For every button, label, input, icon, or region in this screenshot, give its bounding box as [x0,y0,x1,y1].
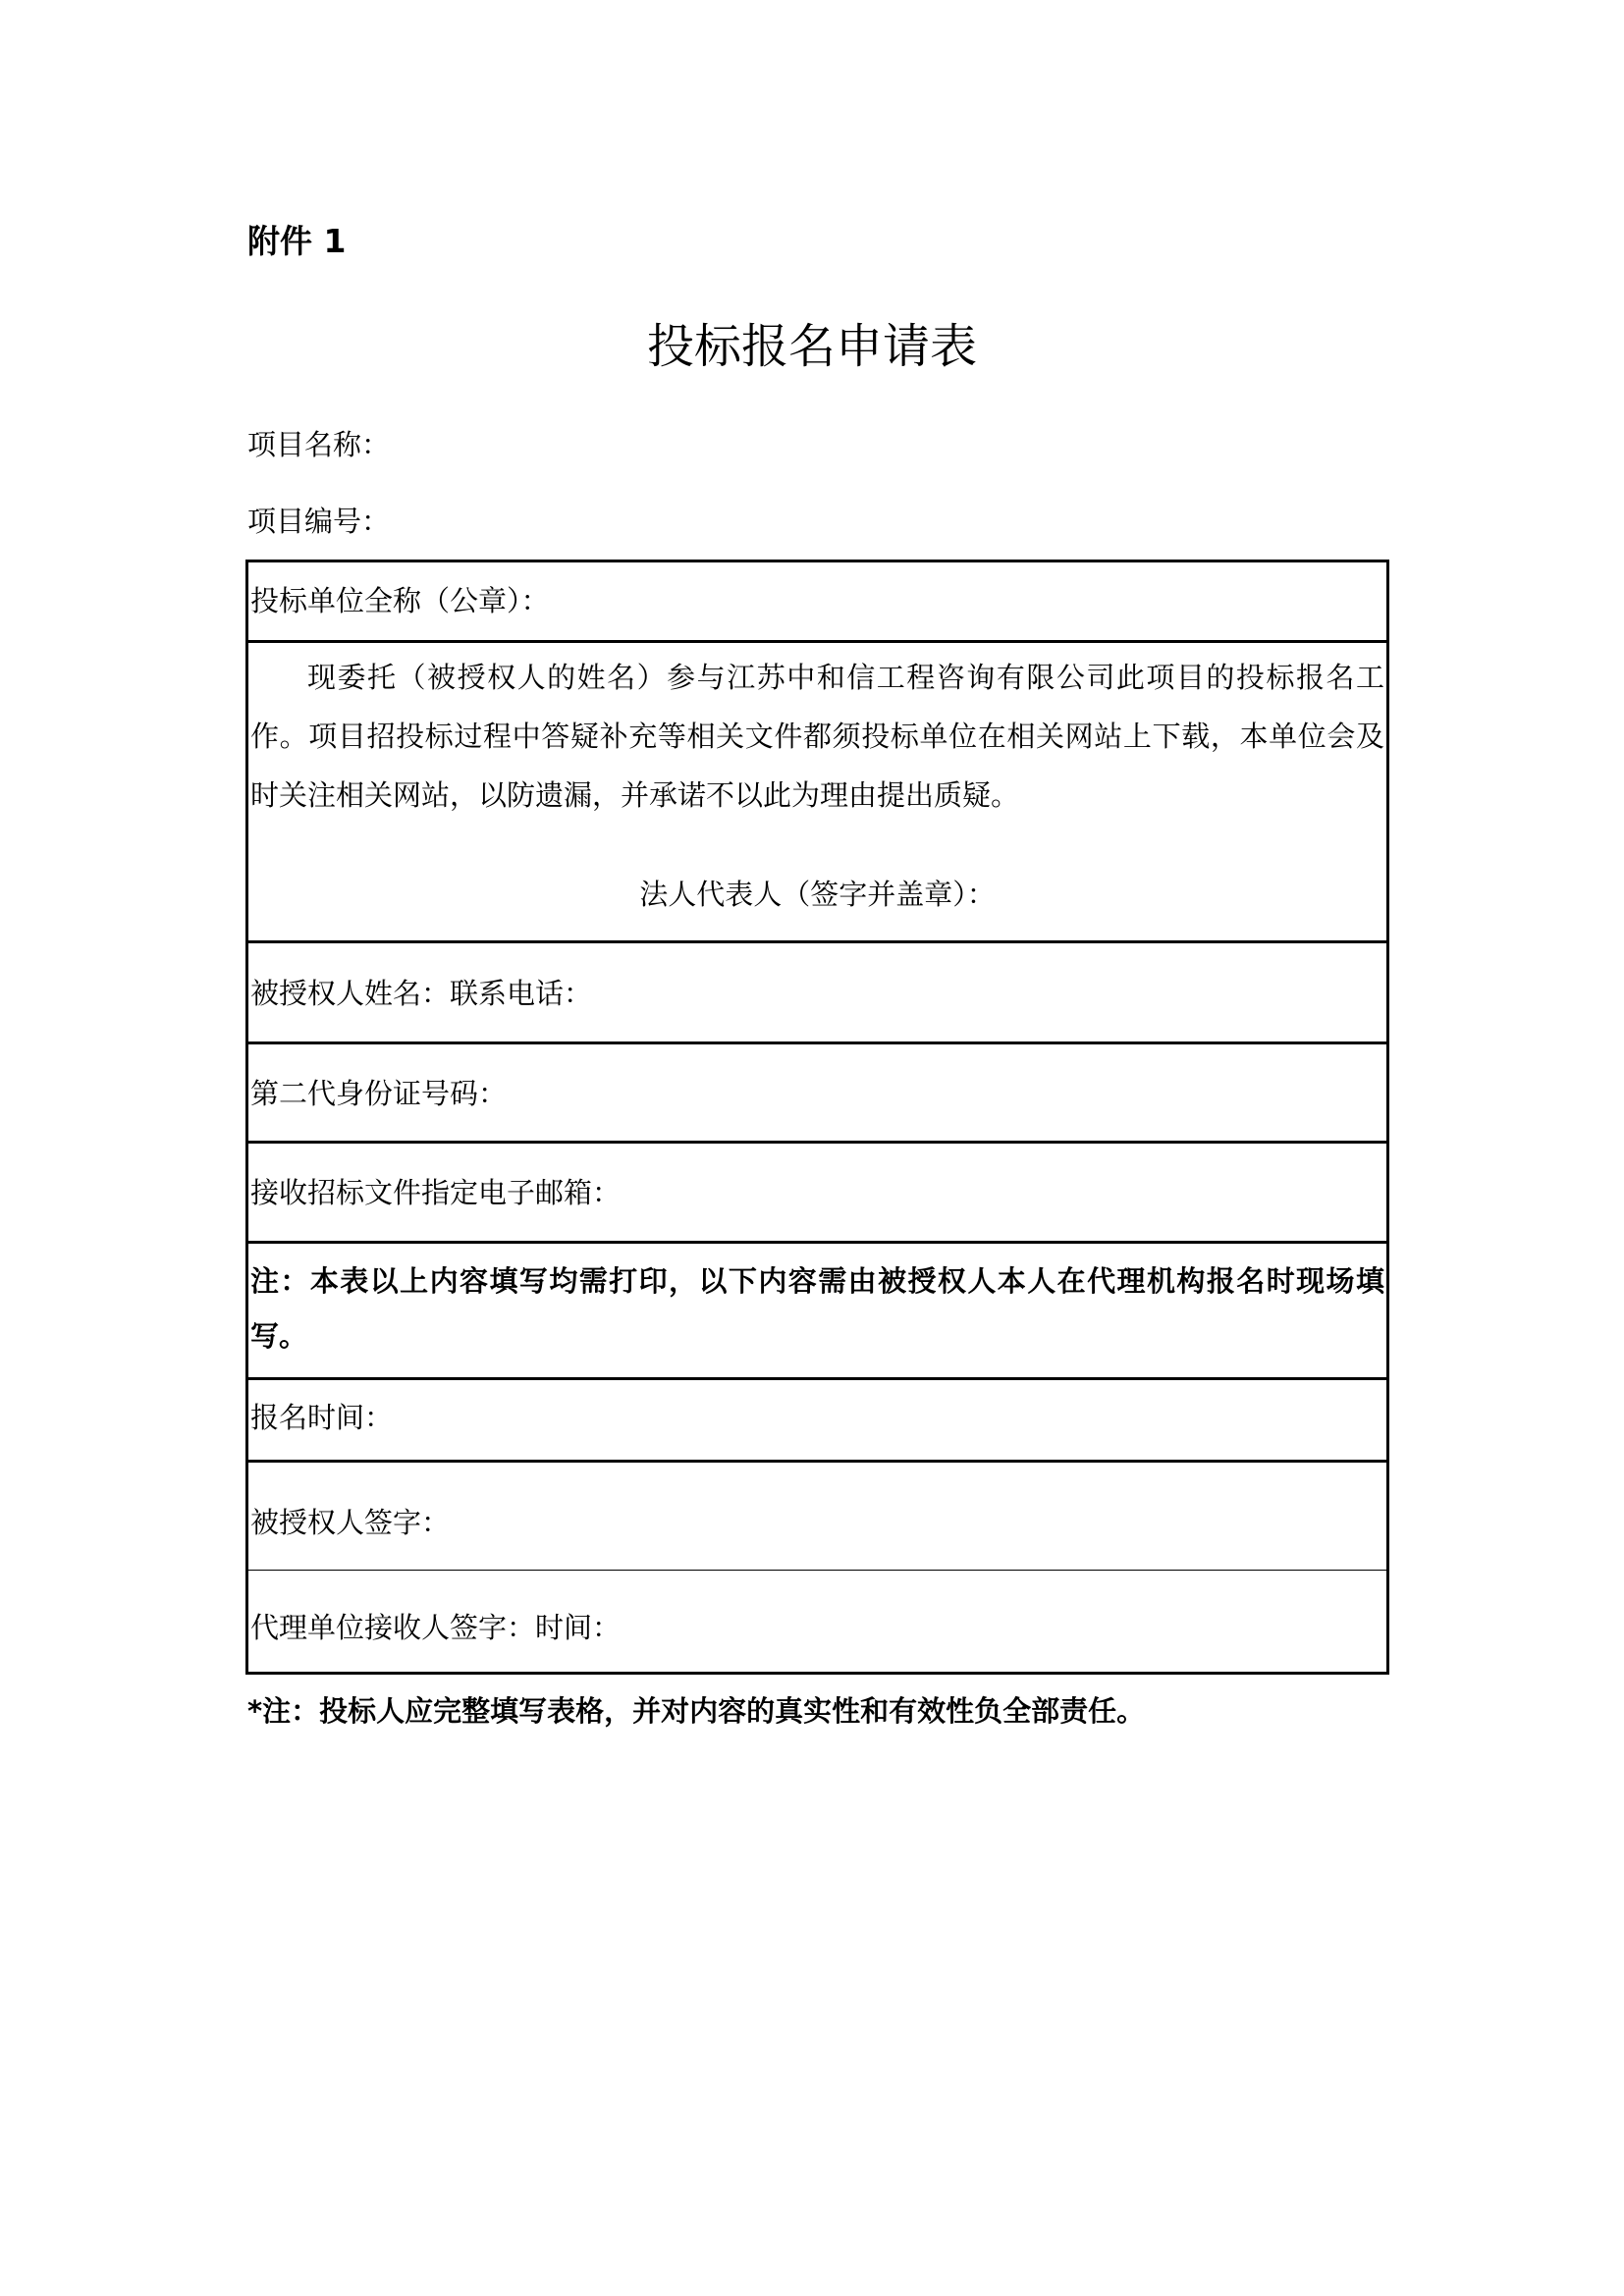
page-title: 投标报名申请表 [646,319,977,374]
authorized-signature-row [248,1463,1386,1571]
email-label: 接收招标文件指定电子邮箱： [250,1176,622,1209]
legal-rep-label: 法人代表人（签字并盖章）： [639,878,996,911]
authorized-person-label: 被授权人姓名：联系电话： [250,977,593,1010]
id-number-row [248,1044,1386,1144]
agent-receiver-row [248,1571,1386,1678]
note-text: 注：本表以上内容填写均需打印，以下内容需由被授权人本人在代理机构报名时现场填写。 [250,1264,1384,1353]
agent-receiver-label: 代理单位接收人签字：时间： [250,1611,622,1644]
footnote: *注：投标人应完整填写表格，并对内容的真实性和有效性负全部责任。 [247,1694,1146,1728]
note-row [248,1244,1386,1380]
company-label: 投标单位全称（公章）： [250,584,550,617]
authorization-text: 现委托（被授权人的姓名）参与江苏中和信工程咨询有限公司此项目的投标报名工作。项目招投标过程中答疑补充等相关文件都须投标单位在相关网站上下载，本单位会及时关注相关网站，以防遗漏，并承诺不以此为理由提出质疑。 [250,661,1384,812]
authorized-person-row [248,943,1386,1044]
registration-time-label: 报名时间： [250,1401,394,1434]
annex-label: 附件 1 [247,222,347,260]
id-number-label: 第二代身份证号码： [250,1077,508,1110]
company-row [248,562,1386,643]
legal-rep-line [245,874,1389,915]
project-name-label: 项目名称： [247,428,391,461]
email-row [248,1144,1386,1244]
application-form-table [245,560,1389,1675]
registration-time-row [248,1380,1386,1463]
project-number-label: 项目编号： [247,505,391,538]
authorized-signature-label: 被授权人签字： [250,1506,451,1539]
